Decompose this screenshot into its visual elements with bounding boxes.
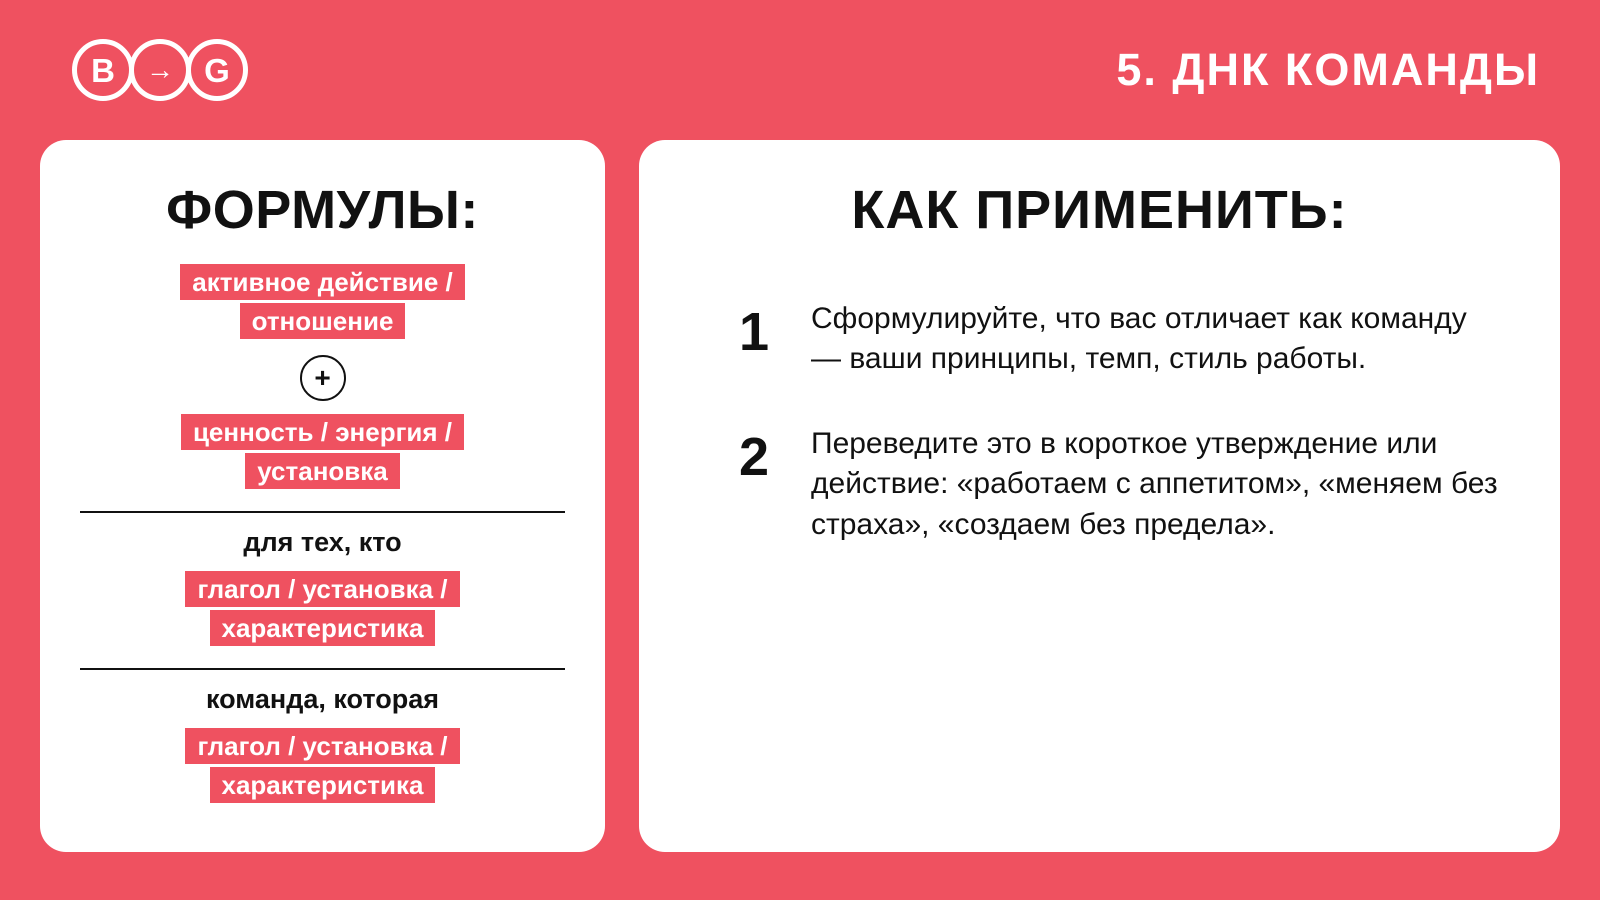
step-number: 1 — [739, 301, 770, 362]
formula-tag-value-energy: ценность / энергия / установка — [181, 414, 464, 489]
tag-wrap-3 — [143, 570, 503, 648]
logo-letter-g: G — [186, 39, 248, 101]
divider-2 — [80, 668, 565, 670]
list-item — [739, 424, 1504, 546]
how-to-apply-card — [639, 140, 1560, 852]
tag-row-2 — [80, 413, 565, 491]
formula-tag-verb-attitude-2: глагол / установка / характеристика — [185, 728, 459, 803]
plus-icon: + — [300, 355, 346, 401]
tag-wrap-1 — [143, 263, 503, 341]
tag-row-4 — [80, 727, 565, 805]
arrow-right-icon: → — [129, 39, 191, 101]
logo-letter-b: B — [72, 39, 134, 101]
formulas-card — [40, 140, 605, 852]
tag-row-3 — [80, 570, 565, 648]
step-text: Сформулируйте, что вас отличает как команду — ваши принципы, темп, стиль работы. — [811, 301, 1467, 376]
connector-for-those-who: для тех, кто — [243, 526, 402, 557]
tag-wrap-4 — [143, 727, 503, 805]
page-title: 5. ДНК КОМАНДЫ — [1116, 44, 1540, 95]
formula-block — [80, 263, 565, 805]
formulas-heading: ФОРМУЛЫ: — [166, 180, 479, 240]
slide-header — [0, 0, 1600, 140]
logo — [72, 39, 243, 101]
connector-team-which: команда, которая — [206, 683, 439, 714]
list-item — [739, 299, 1504, 380]
tag-wrap-2 — [143, 413, 503, 491]
divider-1 — [80, 511, 565, 513]
cards-container — [40, 140, 1560, 852]
tag-row-1 — [80, 263, 565, 341]
formula-tag-verb-attitude-1: глагол / установка / характеристика — [185, 571, 459, 646]
formula-tag-active-action: активное действие / отношение — [180, 264, 464, 339]
how-to-apply-heading: КАК ПРИМЕНИТЬ: — [851, 180, 1348, 240]
step-text: Переведите это в короткое утверждение или действие: «работаем с аппетитом», «меняем без страха», «создаем без предела». — [811, 426, 1498, 541]
steps-list — [695, 299, 1504, 546]
step-number: 2 — [739, 426, 770, 487]
